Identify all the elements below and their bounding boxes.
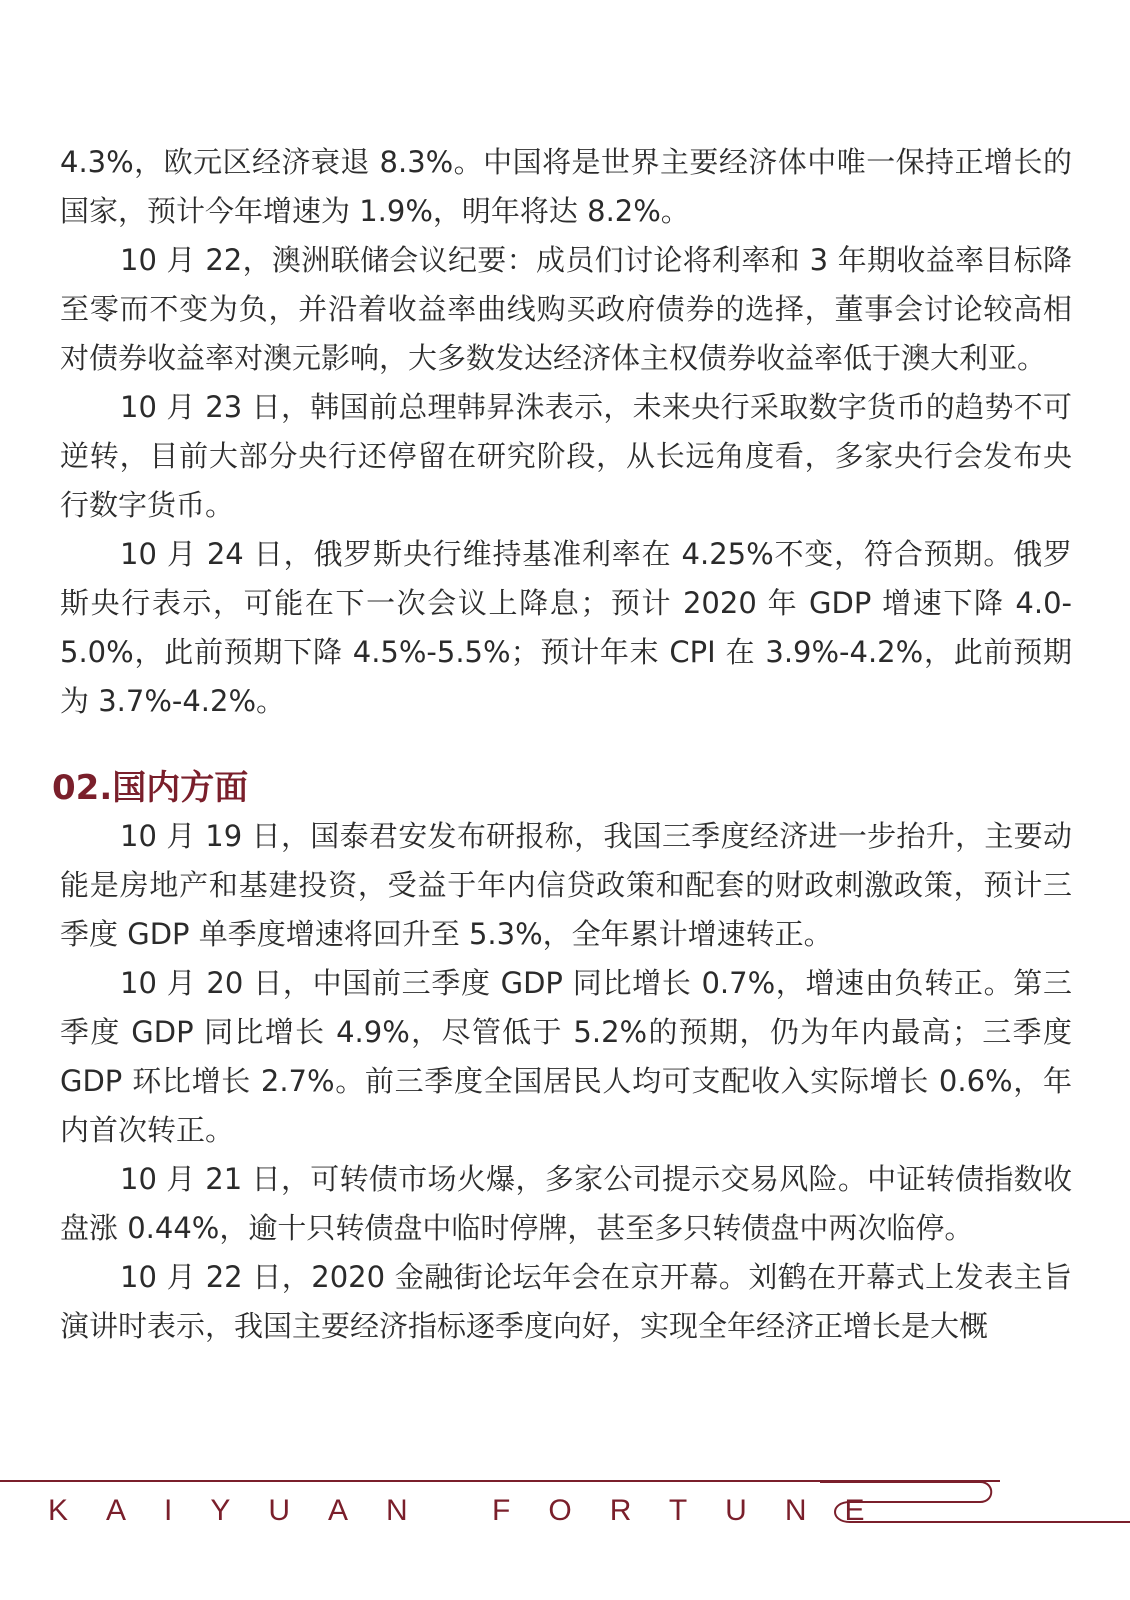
paragraph: 10 月 19 日，国泰君安发布研报称，我国三季度经济进一步抬升，主要动能是房地产和基建投资，受益于年内信贷政策和配套的财政刺激政策，预计三季度 GDP 单季度增速将回升至 5.3%，全年累计增速转正。 xyxy=(60,819,1072,951)
brand-wordmark: KAIYUAN FORTUNE xyxy=(48,1494,903,1527)
paragraph: 10 月 21 日，可转债市场火爆，多家公司提示交易风险。中证转债指数收盘涨 0.44%，逾十只转债盘中临时停牌，甚至多只转债盘中两次临停。 xyxy=(60,1162,1072,1245)
paragraph: 10 月 22 日，2020 金融街论坛年会在京开幕。刘鹤在开幕式上发表主旨演讲时表示，我国主要经济指标逐季度向好，实现全年经济正增长是大概 xyxy=(60,1260,1072,1343)
paragraph: 10 月 24 日，俄罗斯央行维持基准利率在 4.25%不变，符合预期。俄罗斯央行表示，可能在下一次会议上降息；预计 2020 年 GDP 增速下降 4.0-5.0%，此前预期下降 4.5%-5.5%；预计年末 CPI 在 3.9%-4.2%，此前预期为 3.7%-4.2%。 xyxy=(60,537,1072,718)
paragraph: 10 月 22，澳洲联储会议纪要：成员们讨论将利率和 3 年期收益率目标降至零而不变为负，并沿着收益率曲线购买政府债券的选择，董事会讨论较高相对债券收益率对澳元影响，大多数发达经济体主权债券收益率低于澳大利亚。 xyxy=(60,243,1072,375)
paragraph: 10 月 20 日，中国前三季度 GDP 同比增长 0.7%，增速由负转正。第三季度 GDP 同比增长 4.9%，尽管低于 5.2%的预期，仍为年内最高；三季度 GDP 环比增长 2.7%。前三季度全国居民人均可支配收入实际增长 0.6%，年内首次转正。 xyxy=(60,966,1072,1147)
paragraph: 10 月 23 日，韩国前总理韩昇洙表示，未来央行采取数字货币的趋势不可逆转，目前大部分央行还停留在研究阶段，从长远角度看，多家央行会发布央行数字货币。 xyxy=(60,390,1072,522)
page-footer xyxy=(0,1480,1130,1540)
paragraph: 4.3%，欧元区经济衰退 8.3%。中国将是世界主要经济体中唯一保持正增长的国家，预计今年增速为 1.9%，明年将达 8.2%。 xyxy=(60,145,1072,228)
section-title: 02.国内方面 xyxy=(52,768,249,808)
footer-swoosh-icon xyxy=(820,1480,1130,1540)
article-body xyxy=(52,138,1072,1351)
